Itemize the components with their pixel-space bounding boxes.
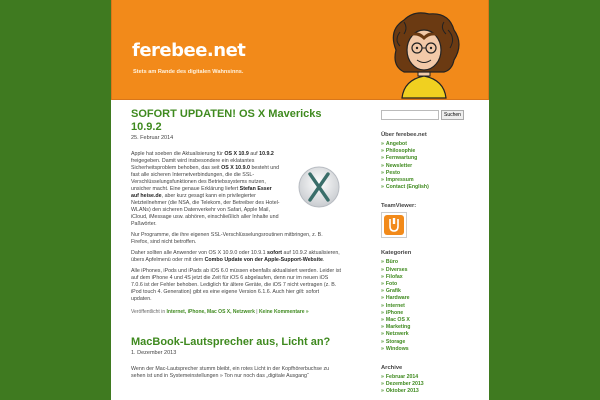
text: besteht und fast alle sicheren Internetverbindungen, die die SSL-Verschlüsselungsfunktionen des Betriebssystems nutzen, unsicher macht. Eine genaue Erklärung liefert bbox=[131, 165, 280, 192]
category-item[interactable]: » Netzwerk bbox=[381, 331, 481, 338]
meta-separator: | bbox=[254, 309, 259, 315]
text-bold: OS X 10.9.0 bbox=[221, 165, 250, 171]
site-header bbox=[111, 0, 489, 100]
sidebar-item-philosophie[interactable]: » Philosophie bbox=[381, 148, 481, 155]
teamviewer-icon bbox=[384, 215, 404, 235]
sidebar-item-angebot[interactable]: » Angebot bbox=[381, 141, 481, 148]
sidebar-item-contact[interactable]: » Contact (English) bbox=[381, 184, 481, 191]
post-link[interactable]: Stefan Esser auf heise.de bbox=[131, 186, 272, 199]
sidebar-item-fernwartung[interactable]: » Fernwartung bbox=[381, 155, 481, 162]
text: freigegeben. Damit wird insbesondere ein eklatantes Sicherheitsproblem behoben, das seit bbox=[131, 158, 255, 171]
category-item[interactable]: » Hardware bbox=[381, 295, 481, 302]
teamviewer-button[interactable] bbox=[381, 212, 407, 238]
sidebar-item-pesto[interactable]: » Pesto bbox=[381, 170, 481, 177]
post-body bbox=[131, 151, 341, 316]
archive-item[interactable]: » Februar 2014 bbox=[381, 374, 481, 381]
post-categories-link[interactable]: Internet, iPhone, Mac OS X, Netzwerk bbox=[166, 309, 255, 315]
archive-item[interactable]: » Dezember 2013 bbox=[381, 381, 481, 388]
category-item[interactable]: » Büro bbox=[381, 259, 481, 266]
sidebar-item-newsletter[interactable]: » Newsletter bbox=[381, 163, 481, 170]
osx-x-icon bbox=[297, 165, 341, 209]
site-tagline: Stets am Rande des digitalen Wahnsinns. bbox=[133, 69, 244, 75]
post-paragraph: Nur Programme, die ihre eigenen SSL-Verschlüsselungsroutinen mitbringen, z. B. Firefox, sind nicht betroffen. bbox=[131, 232, 323, 245]
category-item[interactable]: » Diverses bbox=[381, 267, 481, 274]
content-area bbox=[111, 100, 489, 400]
sidebar-item-impressum[interactable]: » Impressum bbox=[381, 177, 481, 184]
post-body bbox=[131, 366, 341, 380]
category-item[interactable]: » Foto bbox=[381, 281, 481, 288]
text: , aber kurz gesagt kann ein privilegierter Netzteilnehmer (die NSA, die Telekom, der Betreiber des Hotel-WLANs) den sicheren Datenverkehr von Safari, Apple Mail, iCloud, iMessage usw. abhören, einschließlich aller Inhalte und Paßwörter. bbox=[131, 193, 280, 227]
main-column bbox=[131, 108, 341, 384]
text-bold: sofort bbox=[267, 250, 283, 256]
search-form bbox=[381, 110, 481, 120]
search-button[interactable]: Suchen bbox=[441, 110, 464, 120]
archive-item[interactable]: » Oktober 2013 bbox=[381, 388, 481, 395]
categories-list bbox=[381, 259, 481, 353]
text-bold: OS X 10.9 bbox=[224, 151, 249, 157]
post bbox=[131, 108, 341, 316]
site-title[interactable]: ferebee.net bbox=[132, 40, 246, 61]
category-item[interactable]: » Windows bbox=[381, 346, 481, 353]
post-paragraph: Wenn der Mac-Lautsprecher stumm bleibt, ein rotes Licht in der Kopfhörerbuchse zu sehen ist und in Systemeinstellungen » Ton nur noch das „digitale Ausgang“ bbox=[131, 366, 330, 379]
category-item[interactable]: » Marketing bbox=[381, 324, 481, 331]
search-input[interactable] bbox=[381, 110, 439, 120]
about-list bbox=[381, 141, 481, 191]
text-bold: 10.9.2 bbox=[259, 151, 274, 157]
post-paragraph: Alle iPhones, iPods und iPads ab iOS 6.0 müssen ebenfalls aktualisiert werden. Leider ist auf dem iPhone 4 und 4S jetzt die Zeit für iOS 6 abgelaufen, denn nur im neuen iOS 7.0.6 ist der Fehler behoben. Lediglich für ältere Geräte, die iOS 7 nicht vertragen (z. B. iPod touch 4. Generation) gibt es eine eigene Version 6.1.6. Auch hier gilt: sofort updaten. bbox=[131, 268, 341, 302]
sidebar-heading-archive: Archive bbox=[381, 365, 403, 372]
category-item[interactable]: » Filofax bbox=[381, 274, 481, 281]
category-item[interactable]: » Internet bbox=[381, 303, 481, 310]
avatar bbox=[374, 10, 474, 100]
text: auf bbox=[248, 151, 260, 157]
post-title[interactable]: MacBook-Lautsprecher aus, Licht an? bbox=[131, 336, 331, 348]
category-item[interactable]: » Mac OS X bbox=[381, 317, 481, 324]
sidebar bbox=[381, 110, 481, 396]
category-item[interactable]: » Grafik bbox=[381, 288, 481, 295]
category-item[interactable]: » iPhone bbox=[381, 310, 481, 317]
page-container bbox=[111, 0, 489, 400]
post-title[interactable]: SOFORT UPDATEN! OS X Mavericks 10.9.2 bbox=[131, 108, 322, 133]
post-date: 25. Februar 2014 bbox=[131, 135, 174, 141]
post bbox=[131, 336, 341, 380]
category-item[interactable]: » Storage bbox=[381, 339, 481, 346]
text: Apple hat soeben die Aktualisierung für bbox=[131, 151, 225, 157]
meta-prefix: Veröffentlicht in bbox=[131, 309, 167, 315]
text: Daher sollten alle Anwender von OS X 10.9.0 oder 10.9.1 bbox=[131, 250, 268, 256]
post-date: 1. Dezember 2013 bbox=[131, 350, 177, 356]
sidebar-heading-categories: Kategorien bbox=[381, 250, 412, 257]
text: . bbox=[322, 257, 325, 263]
comments-link[interactable]: Keine Kommentare » bbox=[258, 309, 309, 315]
archive-list bbox=[381, 374, 481, 396]
post-meta bbox=[131, 309, 341, 316]
text: auf 10.9.2 aktualisieren, übers Apfelmenü oder mit dem bbox=[131, 250, 340, 263]
sidebar-heading-teamviewer: TeamViewer: bbox=[381, 203, 417, 210]
post-link[interactable]: Combo Update von der Apple-Support-Website bbox=[204, 257, 323, 263]
sidebar-heading-about: Über ferebee.net bbox=[381, 132, 427, 138]
